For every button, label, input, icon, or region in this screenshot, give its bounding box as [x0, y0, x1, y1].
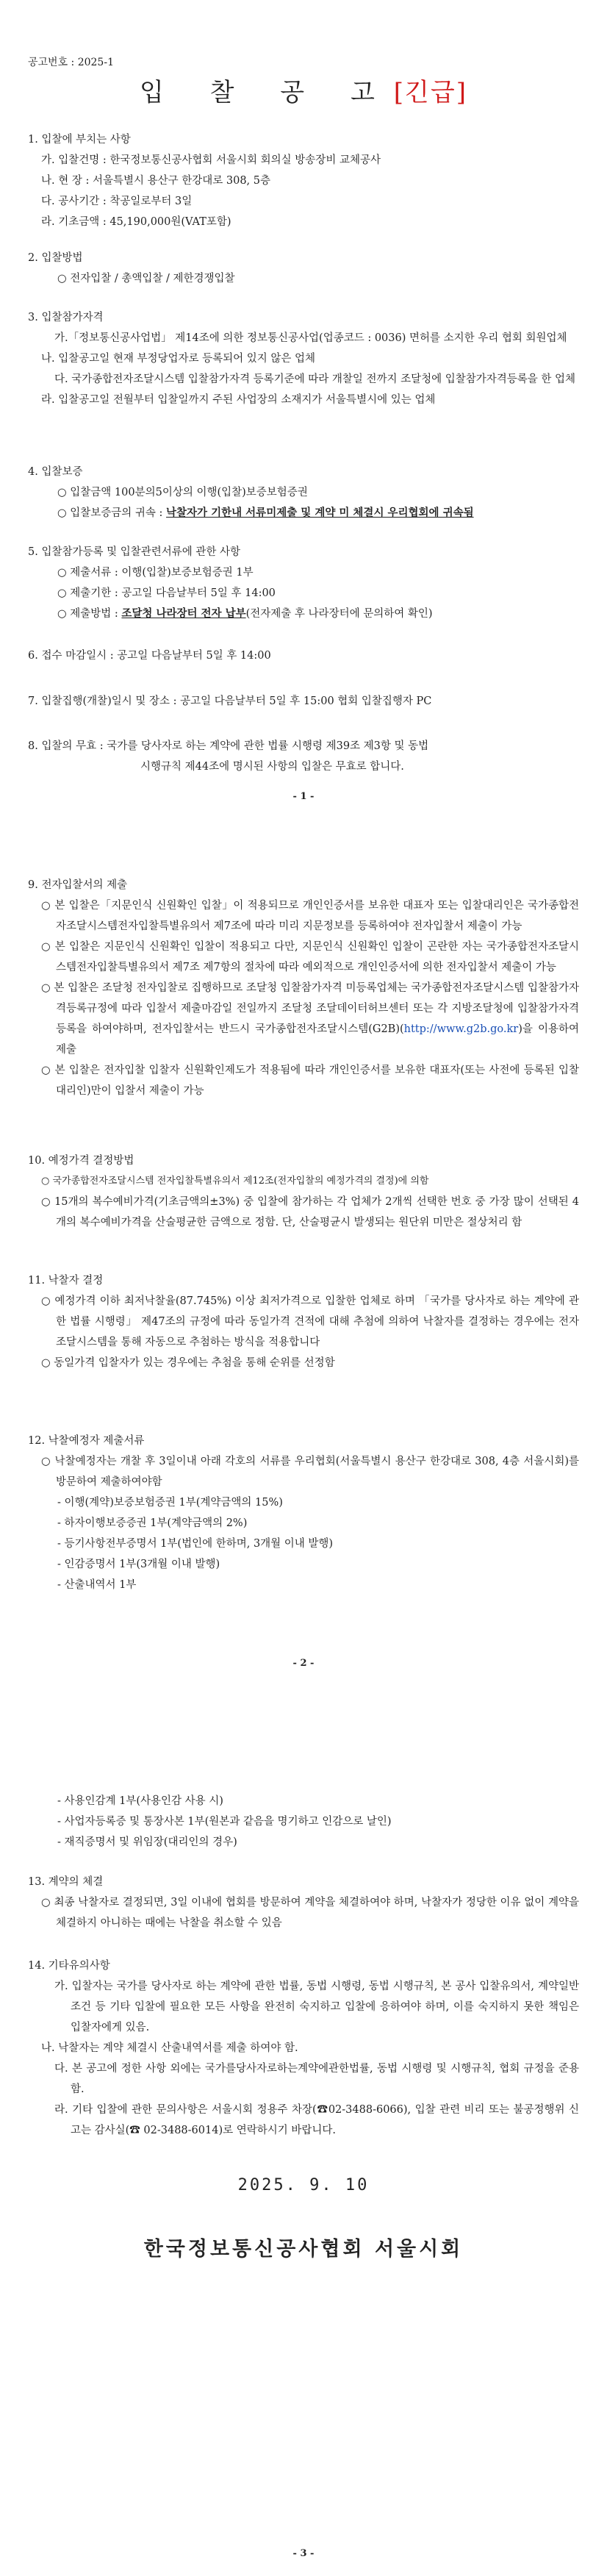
notice-date: 2025. 9. 10: [237, 2176, 370, 2194]
page-number-3: - 3 -: [292, 2548, 315, 2559]
section-heading: 12. 낙찰예정자 제출서류: [28, 1435, 145, 1447]
section-9: [28, 875, 579, 1101]
price-method-b: ○ 15개의 복수예비가격(기초금액의±3%) 중 입찰에 참가하는 각 업체가 2개씩 선택한 번호 중 가장 많이 선택된 4개의 복수예비가격을 산술평균한 금액으로 정함. 단, 산술평균시 발생되는 원단위 미만은 절상처리 함: [41, 1196, 579, 1228]
section-14: [28, 1956, 579, 2141]
page-3: [0, 1706, 607, 2576]
page-1: [0, 0, 607, 853]
section-12: [28, 1431, 579, 1595]
section-heading: 11. 낙찰자 결정: [28, 1275, 104, 1287]
section-5: [28, 542, 579, 624]
guarantee-b: [28, 503, 579, 523]
winner-decision-b: ○ 동일가격 입찰자가 있는 경우에는 추첨을 통해 순위를 선정함: [41, 1357, 335, 1369]
section-heading: 13. 계약의 체결: [28, 1876, 104, 1888]
section-heading: 10. 예정가격 결정방법: [28, 1155, 134, 1167]
list-item: - 산출내역서 1부: [57, 1579, 137, 1591]
qualification-a: 가.「정보통신공사업법」 제14조에 의한 정보통신공사업(업종코드 : 0036) 면허를 소지한 우리 협회 회원업체: [54, 332, 567, 344]
section-4: [28, 462, 579, 523]
title-main: 입 찰 공 고: [139, 78, 394, 107]
list-item: - 사용인감계 1부(사용인감 사용 시): [57, 1795, 223, 1807]
section-1: [28, 129, 579, 232]
qualification-c: 다. 국가종합전자조달시스템 입찰참가자격 등록기준에 따라 개찰일 전까지 조달청에 입찰참가자격등록을 한 업체: [54, 373, 576, 385]
note-c: 다. 본 공고에 정한 사항 외에는 국가를당사자로하는계약에관한법률, 동법 시행령 및 시행규칙, 협회 규정을 준용함.: [54, 2063, 579, 2095]
section-8-line2: 시행규칙 제44조에 명시된 사항의 입찰은 무효로 합니다.: [140, 761, 404, 773]
required-docs-intro: ○ 낙찰예정자는 개찰 후 3일이내 아래 각호의 서류를 우리협회(서울특별시 용산구 한강대로 308, 4층 서울시회)를 방문하여 제출하여야함: [41, 1456, 579, 1488]
submission-note-c-text: ○ 본 입찰은 조달청 전자입찰로 집행하므로 조달청 입찰참가자격 미등록업체는 국가종합전자조달시스템 입찰참가자격등록규정에 따라 입찰서 제출마감일 전일까지 조달청 조달데이터허브센터 또는 각 지방조달청에 입찰참가자격 등록을 하여야하며, 전자입찰서는 반드시 국가종합전자조달시스템(G2B)(: [41, 982, 579, 1035]
section-heading: 1. 입찰에 부치는 사항: [28, 134, 131, 146]
guarantee-a: ○ 입찰금액 100분의5이상의 이행(입찰)보증보험증권: [57, 487, 308, 498]
list-item: - 재직증명서 및 위임장(대리인의 경우): [57, 1836, 237, 1848]
list-item: - 하자이행보증증권 1부(계약금액의 2%): [57, 1517, 248, 1529]
section-3: [28, 307, 579, 410]
submission-note-a: ○ 본 입찰은「지문인식 신원확인 입찰」이 적용되므로 개인인증서를 보유한 대표자 또는 입찰대리인은 국가종합전자조달시스템전자입찰특별유의서 제7조에 따라 미리 지문정보를 등록하여야 전자입찰서 제출이 가능: [41, 900, 579, 932]
note-d: 라. 기타 입찰에 관한 문의사항은 서울시회 정용주 차장(☎02-3488-6066), 입찰 관련 비리 또는 불공정행위 신고는 감사실(☎ 02-3488-6014)로 연락하시기 바랍니다.: [54, 2104, 579, 2136]
urgent-tag: [긴급]: [393, 78, 468, 107]
section-8-line1: 8. 입찰의 무효 : 국가를 당사자로 하는 계약에 관한 법률 시행령 제39조 제3항 및 동법: [28, 740, 429, 752]
submission-label: ○ 제출방법 :: [57, 608, 122, 620]
price-method-a: ○ 국가종합전자조달시스템 전자입찰특별유의서 제12조(전자입찰의 예정가격의 결정)에 의함: [41, 1176, 429, 1187]
section-heading: 5. 입찰참가등록 및 입찰관련서류에 관한 사항: [28, 546, 241, 558]
section-2: [28, 248, 579, 289]
section-13: [28, 1872, 579, 1933]
submission-post: (전자제출 후 나라장터에 문의하여 확인): [245, 608, 433, 620]
section-11: [28, 1270, 579, 1373]
page-number-2: - 2 -: [292, 1658, 315, 1669]
contract-note: ○ 최종 낙찰자로 결정되면, 3일 이내에 협회를 방문하여 계약을 체결하여야 하며, 낙찰자가 정당한 이유 없이 계약을 체결하지 아니하는 때에는 낙찰을 취소할 수 있음: [41, 1897, 579, 1929]
qualification-d: 라. 입찰공고일 전월부터 입찰일까지 주된 사업장의 소재지가 서울특별시에 있는 업체: [41, 394, 436, 406]
item-name: 가. 입찰건명 : 한국정보통신공사협회 서울시회 회의실 방송장비 교체공사: [41, 154, 381, 166]
note-b: 나. 낙찰자는 계약 체결시 산출내역서를 제출 하여야 함.: [41, 2042, 298, 2054]
item-site: 나. 현 장 : 서울특별시 용산구 한강대로 308, 5층: [41, 175, 270, 187]
guarantee-b-bold: 낙찰자가 기한내 서류미제출 및 계약 미 체결시 우리협회에 귀속됨: [166, 507, 474, 519]
note-a: 가. 입찰자는 국가를 당사자로 하는 계약에 관한 법률, 동법 시행령, 동법 시행규칙, 본 공사 입찰유의서, 계약일반조건 등 기타 입찰에 필요한 모든 사항을 완전히 숙지하고 입찰에 응하여야 하며, 이를 숙지하지 못한 책임은 입찰자에게 있음.: [54, 1981, 579, 2033]
page-number-1: - 1 -: [292, 791, 315, 802]
section-7-text: 7. 입찰집행(개찰)일시 및 장소 : 공고일 다음날부터 5일 후 15:00 협회 입찰집행자 PC: [28, 695, 432, 707]
section-heading: 9. 전자입찰서의 제출: [28, 879, 128, 891]
item-period: 다. 공사기간 : 착공일로부터 3일: [41, 196, 193, 207]
docs: ○ 제출서류 : 이행(입찰)보증보험증권 1부: [57, 567, 254, 579]
section-6: [28, 645, 579, 666]
list-item: - 인감증명서 1부(3개월 이내 발행): [57, 1559, 220, 1570]
submission-note-c: [28, 978, 579, 1060]
section-heading: 3. 입찰참가자격: [28, 312, 104, 323]
list-item: - 이행(계약)보증보험증권 1부(계약금액의 15%): [57, 1497, 283, 1509]
section-heading: 4. 입찰보증: [28, 466, 83, 478]
list-item: - 등기사항전부증명서 1부(법인에 한하며, 3개월 이내 발행): [57, 1538, 334, 1550]
qualification-b: 나. 입찰공고일 현재 부정당업자로 등록되어 있지 않은 업체: [41, 353, 316, 365]
section-10: [28, 1151, 579, 1233]
notice-number: 공고번호 : 2025-1: [28, 57, 114, 68]
submission-bold: 조달청 나라장터 전자 납부: [121, 607, 246, 620]
deadline: ○ 제출기한 : 공고일 다음날부터 5일 후 14:00: [57, 587, 276, 599]
section-heading: 2. 입찰방법: [28, 252, 83, 264]
g2b-link[interactable]: http://www.g2b.go.kr: [403, 1023, 519, 1035]
bid-method: ○ 전자입찰 / 총액입찰 / 제한경쟁입찰: [57, 273, 235, 285]
section-12-continued: [28, 1791, 579, 1853]
section-heading: 14. 기타유의사항: [28, 1960, 110, 1972]
submission-note-c-post: )을 이용하여 제출: [56, 1023, 579, 1056]
submission-method: [28, 604, 579, 624]
page-2: [0, 853, 607, 1706]
section-7: [28, 691, 579, 712]
submission-note-b: ○ 본 입찰은 지문인식 신원확인 입찰이 적용되고 다만, 지문인식 신원확인 입찰이 곤란한 자는 국가종합전자조달시스템전자입찰특별유의서 제7조 제7항의 절차에 따라 예외적으로 개인인증서에 의한 전자입찰서 제출이 가능: [41, 941, 579, 973]
section-6-text: 6. 접수 마감일시 : 공고일 다음날부터 5일 후 14:00: [28, 650, 271, 662]
list-item: - 사업자등록증 및 통장사본 1부(원본과 같음을 명기하고 인감으로 날인): [57, 1816, 392, 1828]
item-base-amount: 라. 기초금액 : 45,190,000원(VAT포함): [41, 216, 231, 228]
document-title: [0, 72, 607, 108]
organization-name: 한국정보통신공사협회 서울시회: [143, 2238, 464, 2261]
submission-note-d: ○ 본 입찰은 전자입찰 입찰자 신원확인제도가 적용됨에 따라 개인인증서를 보유한 대표자(또는 사전에 등록된 입찰대리인)만이 입찰서 제출이 가능: [41, 1065, 579, 1097]
guarantee-b-label: ○ 입찰보증금의 귀속 :: [57, 507, 167, 519]
winner-decision-a: ○ 예정가격 이하 최저낙찰율(87.745%) 이상 최저가격으로 입찰한 업체로 하며 「국가를 당사자로 하는 계약에 관한 법률 시행령」 제47조의 규정에 따라 동일가격 견적에 대해 추첨에 의하여 낙찰자를 결정하는 경우에는 전자조달시스템을 통해 자동으로 추첨하는 방식을 적용합니다: [41, 1295, 579, 1348]
section-8: [28, 736, 579, 777]
